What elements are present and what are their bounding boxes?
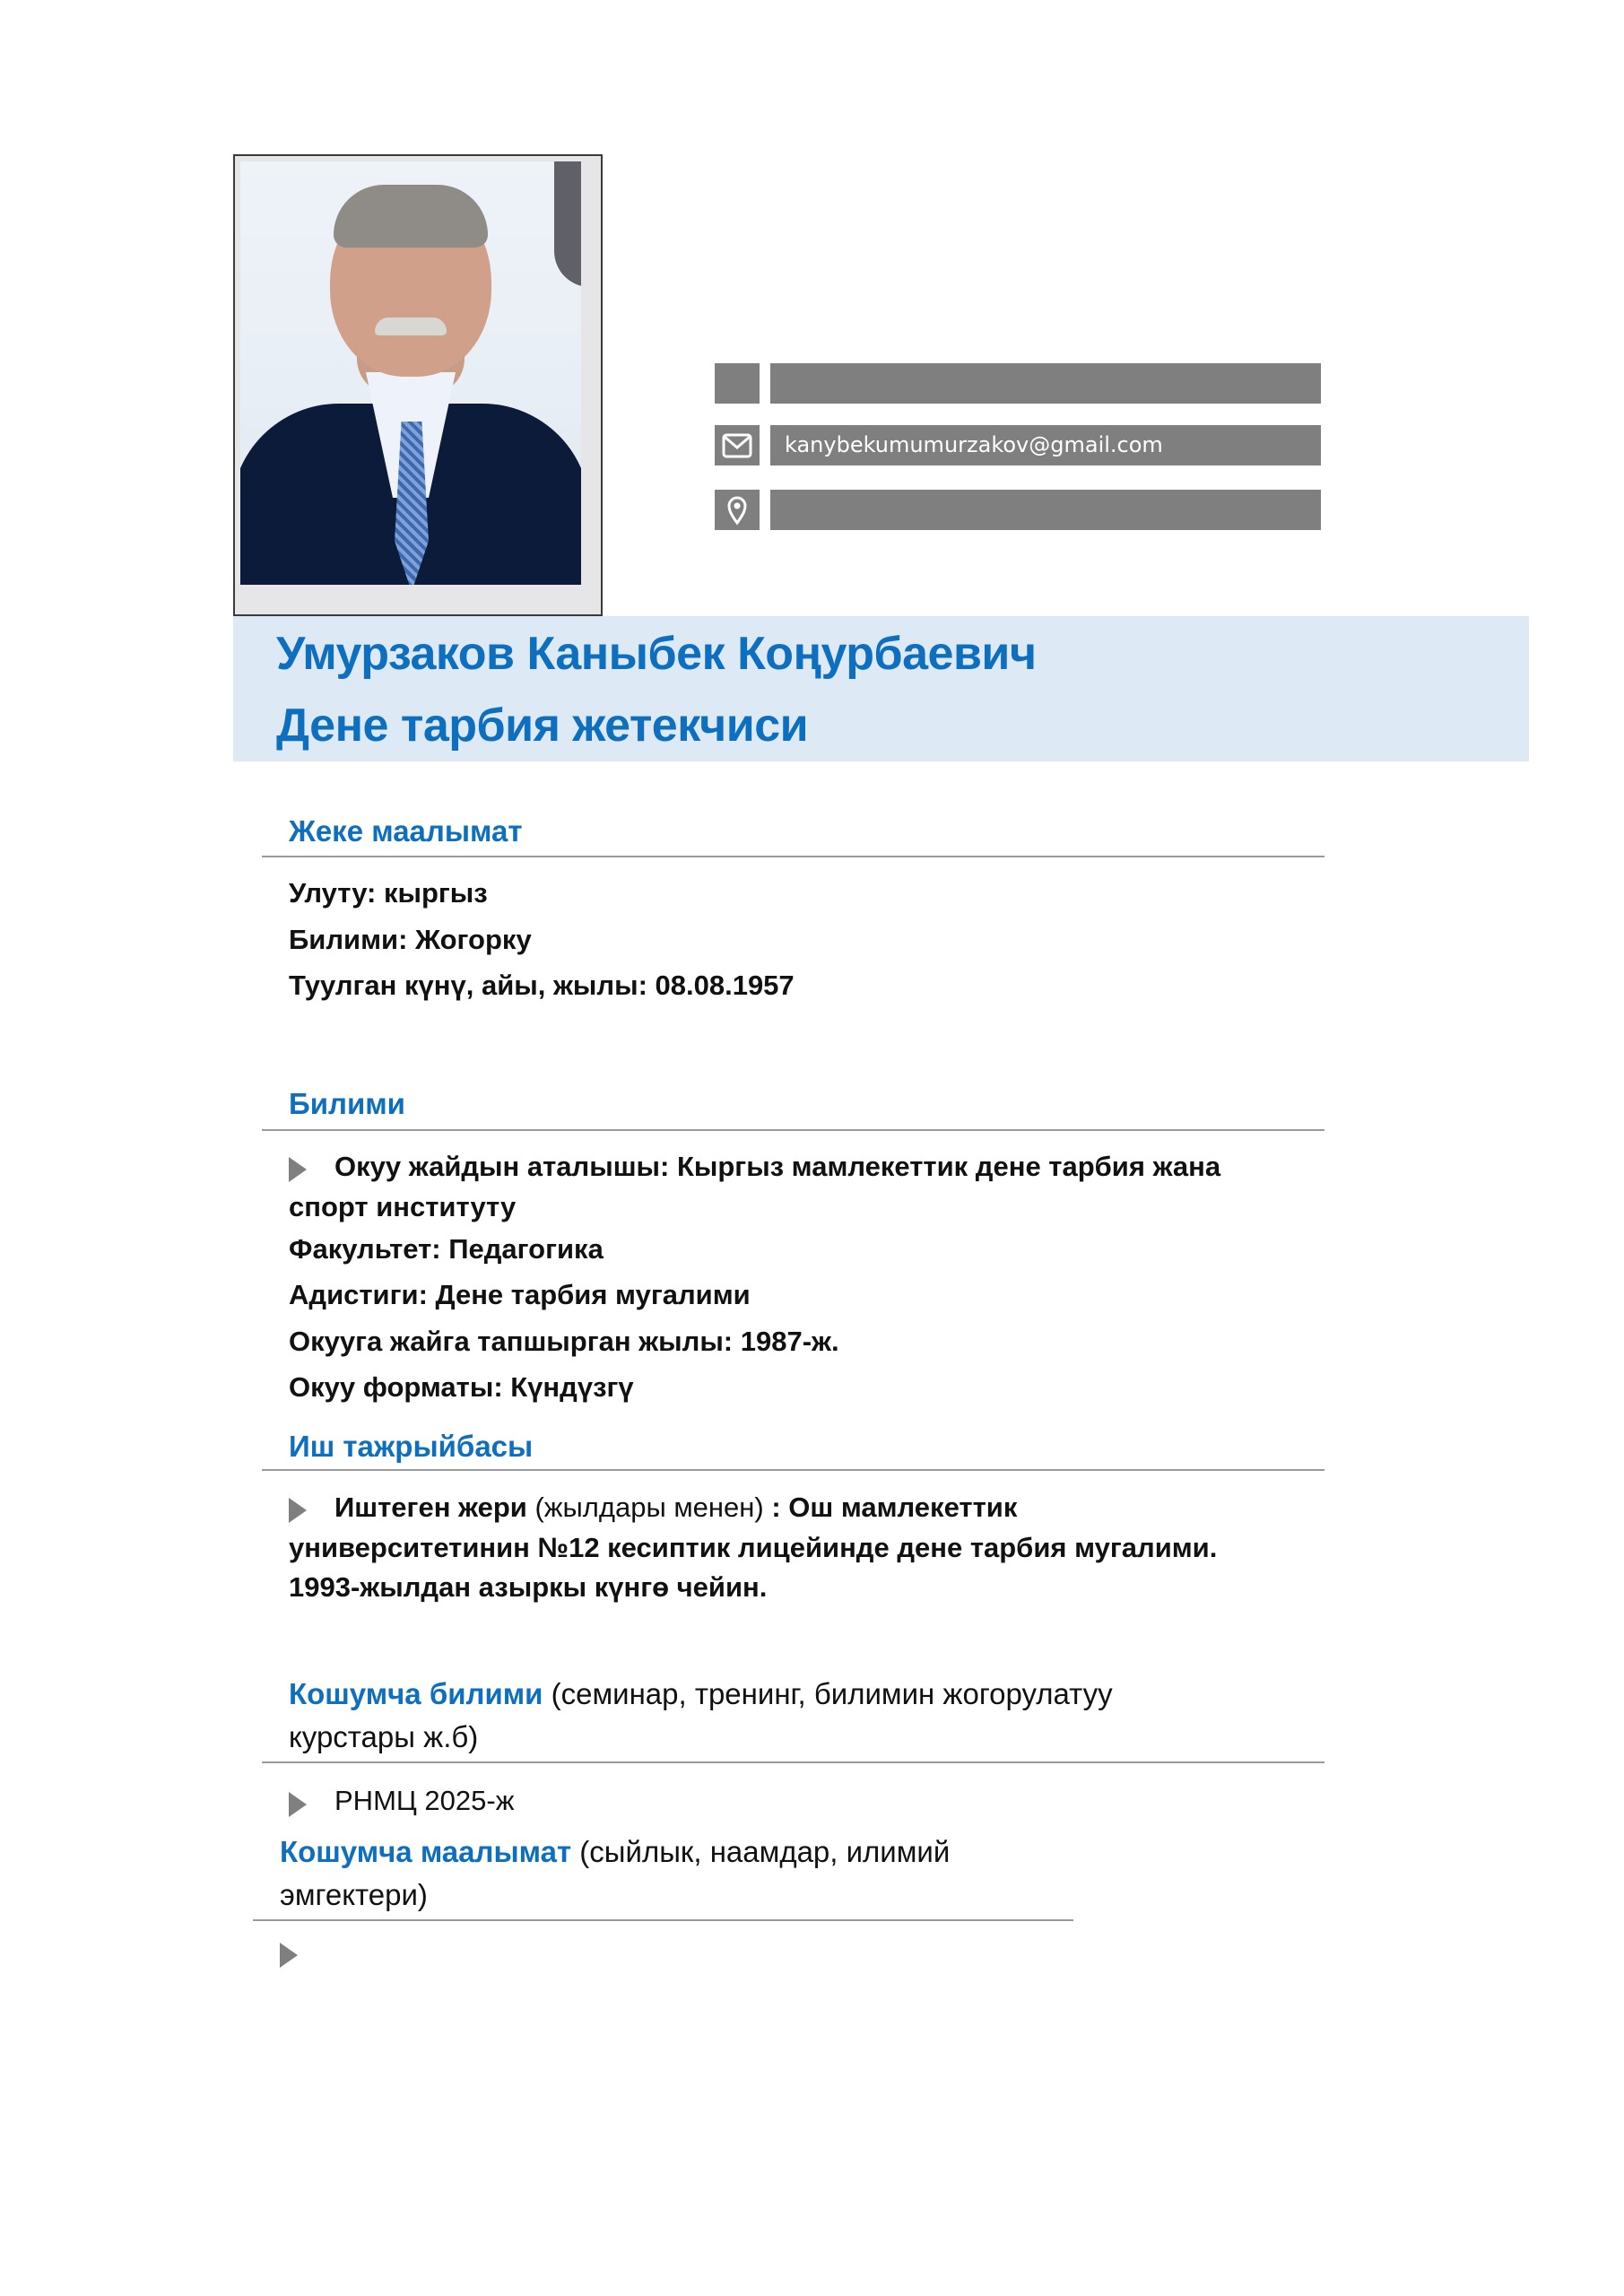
additional-info-note-line2: эмгектери) (280, 1878, 428, 1911)
bullet-arrow-icon (280, 1943, 298, 1968)
section-heading-education: Билими (289, 1087, 405, 1120)
section-heading-additional-info (280, 1835, 950, 1869)
section-divider (253, 1919, 1073, 1921)
section-divider (262, 1469, 1324, 1471)
personal-item: Улуту: кыргыз (289, 877, 488, 909)
education-item: Адистиги: Дене тарбия мугалими (289, 1279, 751, 1310)
experience-label: Иштеген жери (334, 1492, 527, 1523)
additional-info-note: (сыйлык, наамдар, илимий (571, 1835, 951, 1868)
education-item: Факультет: Педагогика (289, 1233, 604, 1265)
experience-line-3: 1993-жылдан азыркы күнгө чейин. (289, 1571, 768, 1603)
additional-education-title: Кошумча билими (289, 1677, 543, 1710)
contact-value-phone (770, 363, 1321, 404)
section-heading-experience: Иш тажрыйбасы (289, 1430, 534, 1463)
education-item: Окууга жайга тапшырган жылы: 1987-ж. (289, 1326, 839, 1357)
personal-item: Билими: Жогорку (289, 924, 532, 955)
job-title: Дене тарбия жетекчиси (276, 700, 809, 752)
contact-row-phone (715, 363, 1323, 404)
experience-text: : Ош мамлекеттик (771, 1492, 1018, 1523)
blank-icon (715, 363, 760, 404)
contact-row-email (715, 425, 1323, 465)
additional-info-title: Кошумча маалымат (280, 1835, 572, 1868)
additional-education-note-2 (289, 1720, 478, 1754)
contact-row-address (715, 490, 1323, 530)
additional-education-item: РНМЦ 2025-ж (334, 1785, 515, 1816)
section-divider (262, 856, 1324, 857)
profile-photo-frame (233, 154, 603, 616)
section-heading-personal: Жеке маалымат (289, 814, 523, 848)
additional-info-note-2 (280, 1878, 428, 1912)
section-divider (262, 1129, 1324, 1131)
additional-education-note: (семинар, тренинг, билимин жогорулатуу (543, 1677, 1113, 1710)
photo-hair (334, 185, 488, 248)
additional-education-note-line2: курстары ж.б) (289, 1720, 479, 1753)
email-link[interactable]: kanybekumumurzakov@gmail.com (770, 425, 1321, 465)
experience-label-note: (жылдары менен) (526, 1492, 772, 1523)
experience-line-2: университетинин №12 кесиптик лицейинде дене тарбия мугалими. (289, 1532, 1218, 1563)
envelope-icon (715, 425, 760, 465)
location-pin-icon (715, 490, 760, 530)
photo-background-shape (554, 161, 581, 287)
photo-moustache (375, 317, 447, 335)
bullet-arrow-icon (289, 1498, 307, 1523)
education-item: Окуу форматы: Күндүзгү (289, 1371, 634, 1403)
education-institution-line-2: спорт институту (289, 1191, 517, 1222)
contact-value-address (770, 490, 1321, 530)
education-institution-line: Окуу жайдын аталышы: Кыргыз мамлекеттик дене тарбия жана (334, 1151, 1221, 1182)
section-heading-additional-education (289, 1677, 1113, 1711)
header-band (233, 616, 1529, 761)
personal-item: Туулган күнү, айы, жылы: 08.08.1957 (289, 970, 795, 1001)
person-name: Умурзаков Каныбек Коңурбаевич (276, 628, 1037, 680)
experience-line-1 (334, 1492, 1017, 1524)
bullet-arrow-icon (289, 1792, 307, 1817)
profile-photo (240, 161, 581, 585)
section-divider (262, 1761, 1324, 1763)
bullet-arrow-icon (289, 1157, 307, 1182)
